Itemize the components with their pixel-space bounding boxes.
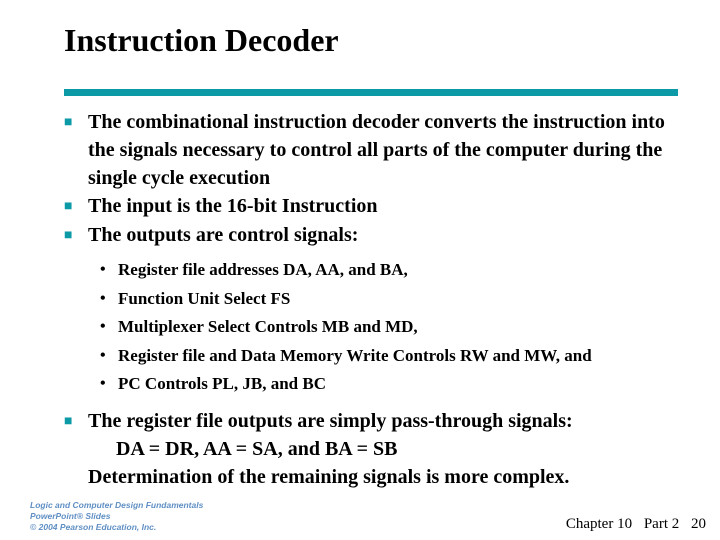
sub-bullet-text: PC Controls PL, JB, and BC (118, 374, 326, 393)
logo-line: Logic and Computer Design Fundamentals (30, 500, 204, 510)
sub-bullet-text: Function Unit Select FS (118, 288, 291, 308)
bullet-item (64, 407, 694, 463)
continuation-line (64, 463, 694, 491)
bullet-item (64, 108, 694, 192)
bullet-text: The outputs are control signals: (88, 224, 359, 246)
bullet-item (64, 221, 694, 250)
square-bullet-icon: ■ (64, 413, 73, 429)
square-bullet-icon: ■ (64, 199, 73, 214)
sub-bullet-item (64, 370, 694, 399)
square-bullet-icon: ■ (64, 228, 73, 243)
bullet-text: The combinational instruction decoder converts the instruction into the signals necessary to control all parts of the computer during the single cycle execution (88, 111, 665, 189)
sub-bullet-item (64, 285, 694, 314)
dot-bullet-icon: • (100, 261, 106, 278)
sub-bullet-text: Multiplexer Select Controls MB and MD, (118, 317, 418, 336)
page-footer (566, 516, 706, 533)
sub-bullet-item (64, 256, 694, 285)
bullet-item (64, 192, 694, 221)
bullet-text (88, 407, 694, 463)
chapter-label: Chapter 10 (565, 516, 633, 532)
title-divider (64, 89, 678, 96)
square-bullet-icon: ■ (64, 115, 73, 130)
logo-line: PowerPoint® Slides (30, 511, 111, 521)
bullet-text: The input is the 16-bit Instruction (88, 195, 378, 217)
page-number: 20 (691, 516, 706, 532)
complexity-line: Determination of the remaining signals is more complex. (88, 465, 570, 488)
publisher-logo (30, 500, 203, 533)
sub-bullet-item (64, 313, 694, 342)
sub-bullet-text: Register file addresses DA, AA, and BA, (118, 260, 408, 279)
logo-line: © 2004 Pearson Education, Inc. (30, 522, 157, 532)
sub-bullet-list (64, 256, 694, 399)
part-label: Part 2 (643, 516, 680, 532)
dot-bullet-icon: • (100, 375, 106, 392)
slide-title: Instruction Decoder (64, 22, 339, 58)
dot-bullet-icon: • (100, 318, 106, 335)
dot-bullet-icon: • (100, 346, 106, 364)
equations-line: DA = DR, AA = SA, and BA = SB (116, 437, 398, 460)
sub-bullet-item (64, 342, 694, 371)
bullet-spacer (64, 463, 88, 464)
pass-through-line: The register file outputs are simply pass-through signals: (88, 409, 573, 432)
sub-bullet-text: Register file and Data Memory Write Controls RW and MW, and (118, 345, 592, 365)
bullet-list (64, 108, 694, 491)
dot-bullet-icon: • (100, 289, 106, 307)
